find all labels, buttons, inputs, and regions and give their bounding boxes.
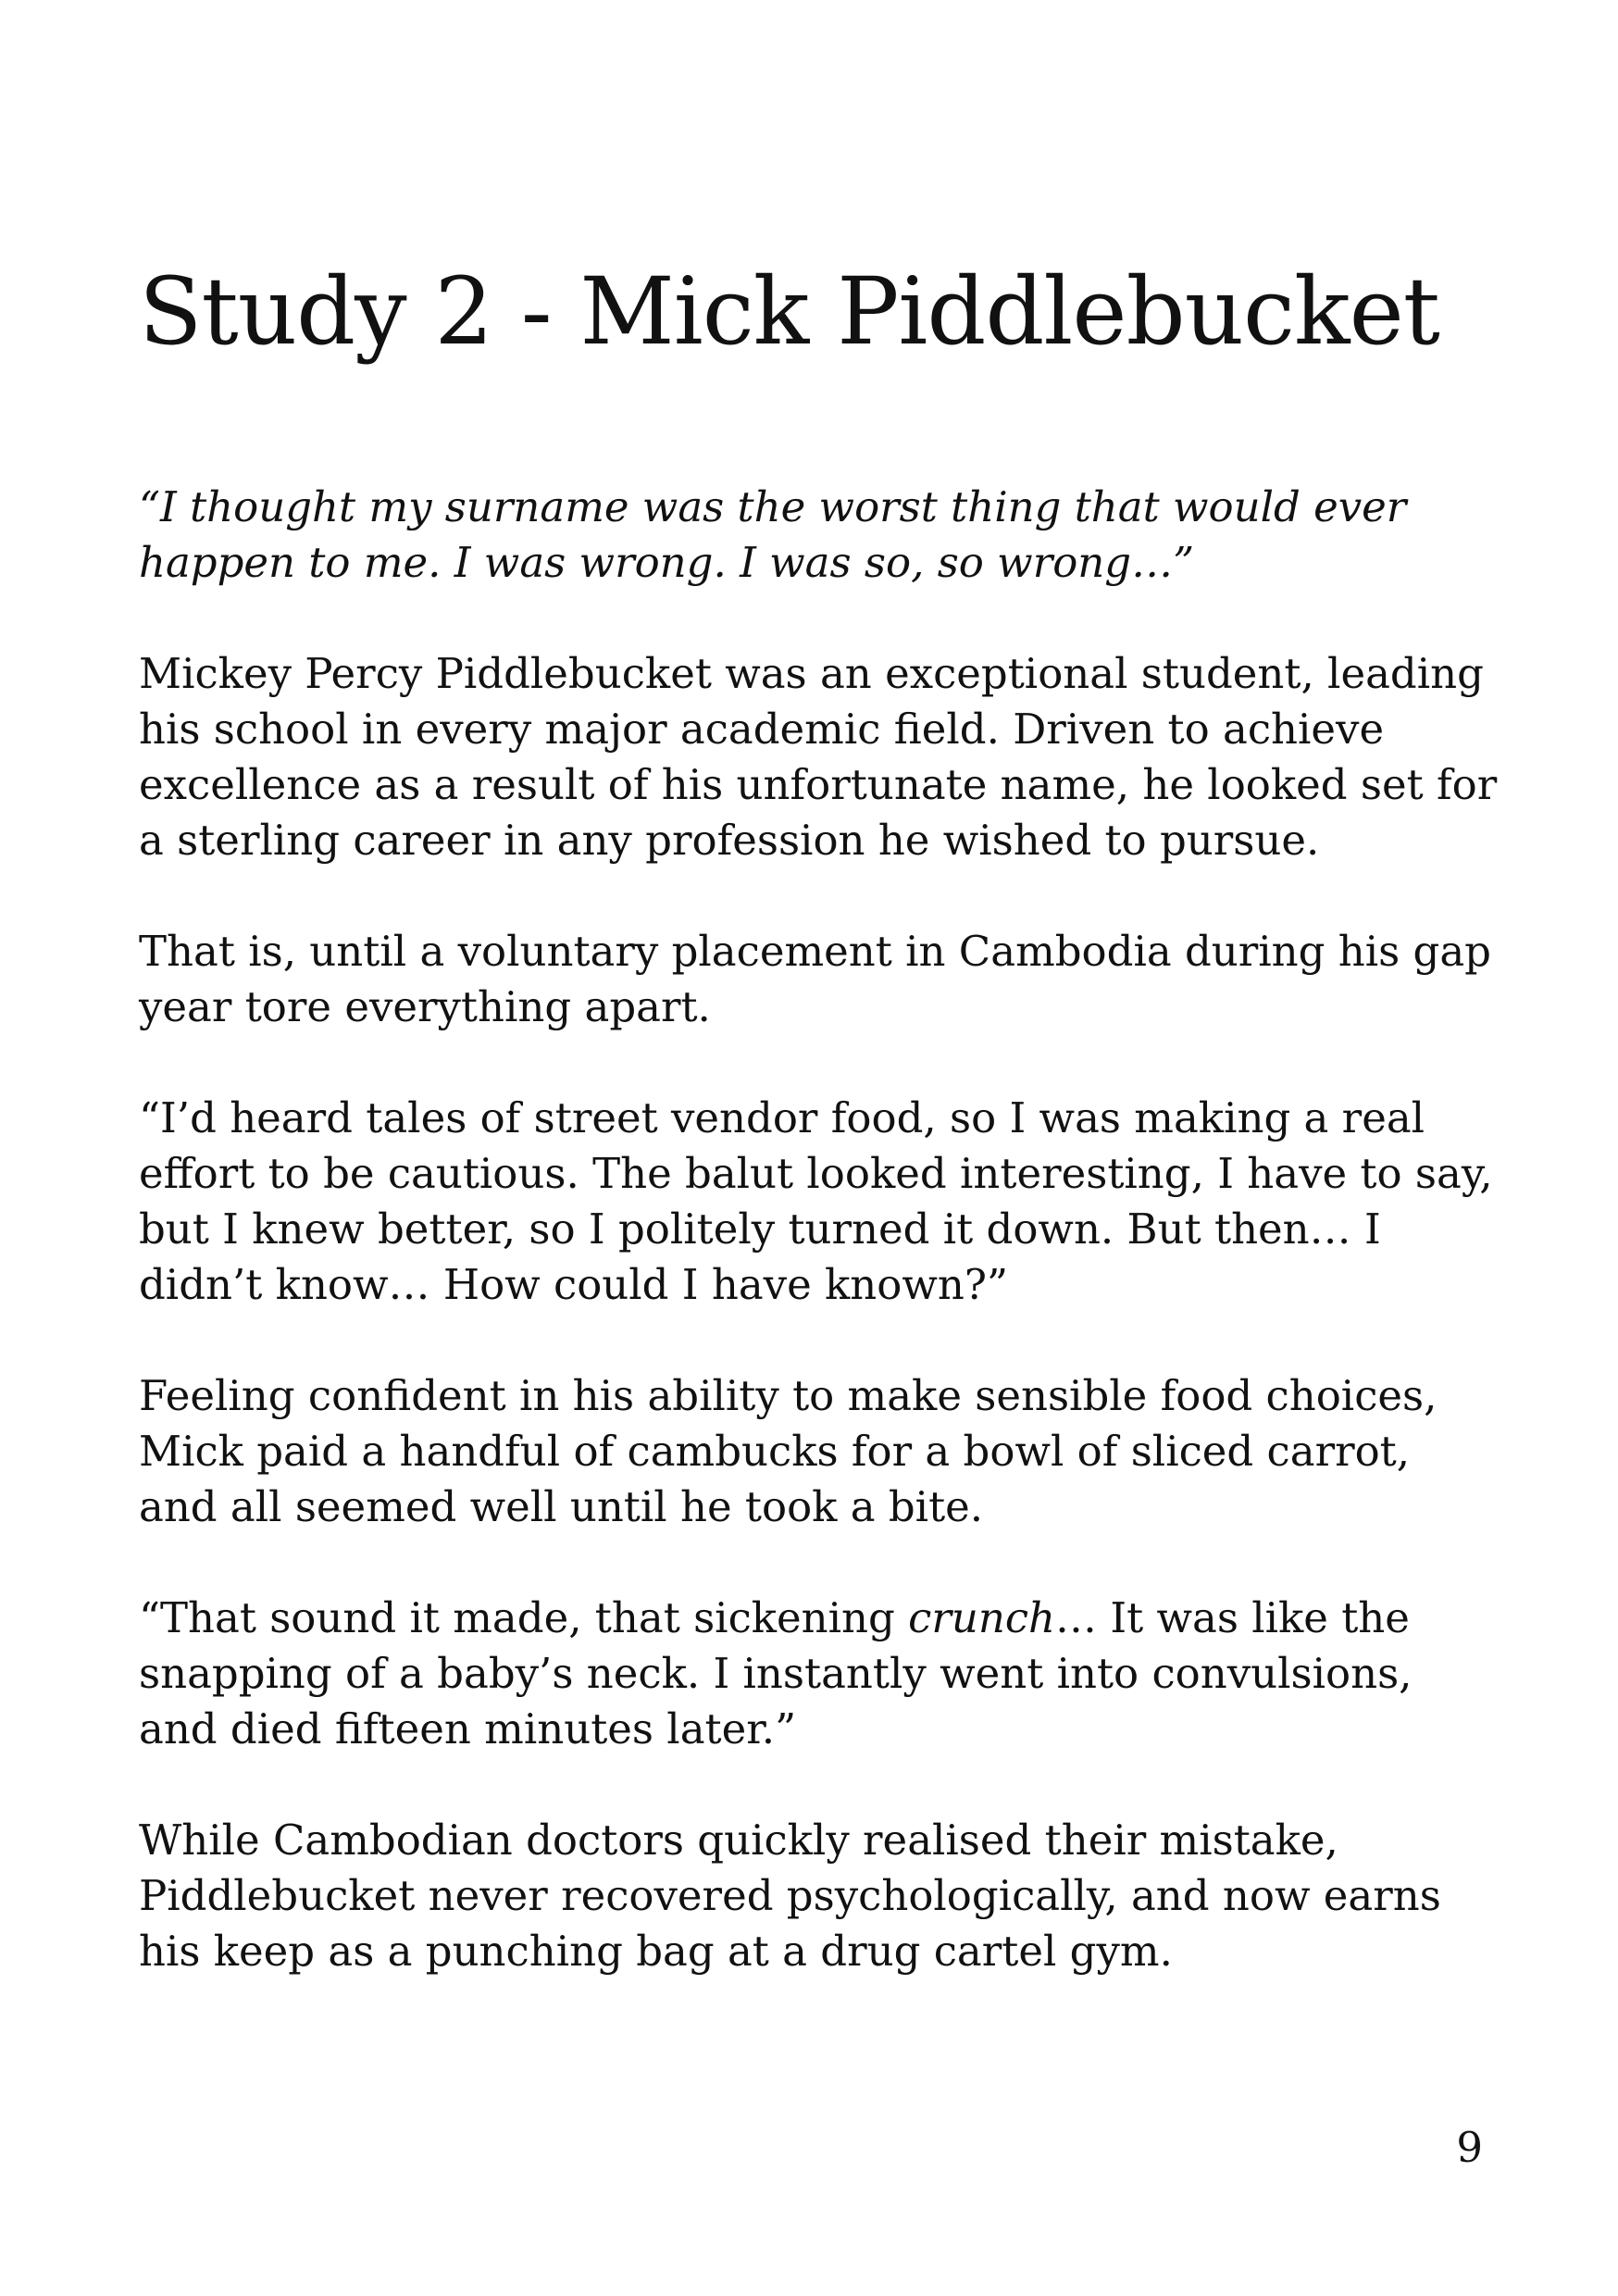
paragraph-5-end: … It was like the snapping of a baby’s neck. I instantly went into convulsions, and died fifteen minutes later.” xyxy=(139,1593,1413,1753)
page-title: Study 2 - Mick Piddlebucket xyxy=(139,257,1439,366)
paragraph-5-emphasis: crunch xyxy=(908,1593,1056,1642)
paragraph-1: Mickey Percy Piddlebucket was an exceptional student, leading his school in every major academic field. Driven to achieve excellence as a result of his unfortunate name, he looked set for a sterling career in any profession he wished to pursue. xyxy=(139,649,1498,865)
paragraph-5 xyxy=(139,1591,1500,1757)
paragraph-5-start: “That sound it made, that sickening xyxy=(139,1593,909,1642)
paragraph-3: “I’d heard tales of street vendor food, so I was making a real effort to be cautious. The balut looked interesting, I have to say, but I knew better, so I politely turned it down. But then… I didn’t know… How could I have known?” xyxy=(139,1093,1493,1309)
paragraph-2: That is, until a voluntary placement in Cambodia during his gap year tore everything apart. xyxy=(139,927,1491,1031)
page-number: 9 xyxy=(1456,2123,1483,2172)
article-body xyxy=(139,480,1500,2035)
paragraph-6: While Cambodian doctors quickly realised their mistake, Piddlebucket never recovered psychologically, and now earns his keep as a punching bag at a drug cartel gym. xyxy=(139,1816,1441,1976)
paragraph-4: Feeling confident in his ability to make sensible food choices, Mick paid a handful of cambucks for a bowl of sliced carrot, and all seemed well until he took a bite. xyxy=(139,1371,1438,1531)
opening-quote: “I thought my surname was the worst thing that would ever happen to me. I was wrong. I was so, so wrong…” xyxy=(139,482,1407,587)
